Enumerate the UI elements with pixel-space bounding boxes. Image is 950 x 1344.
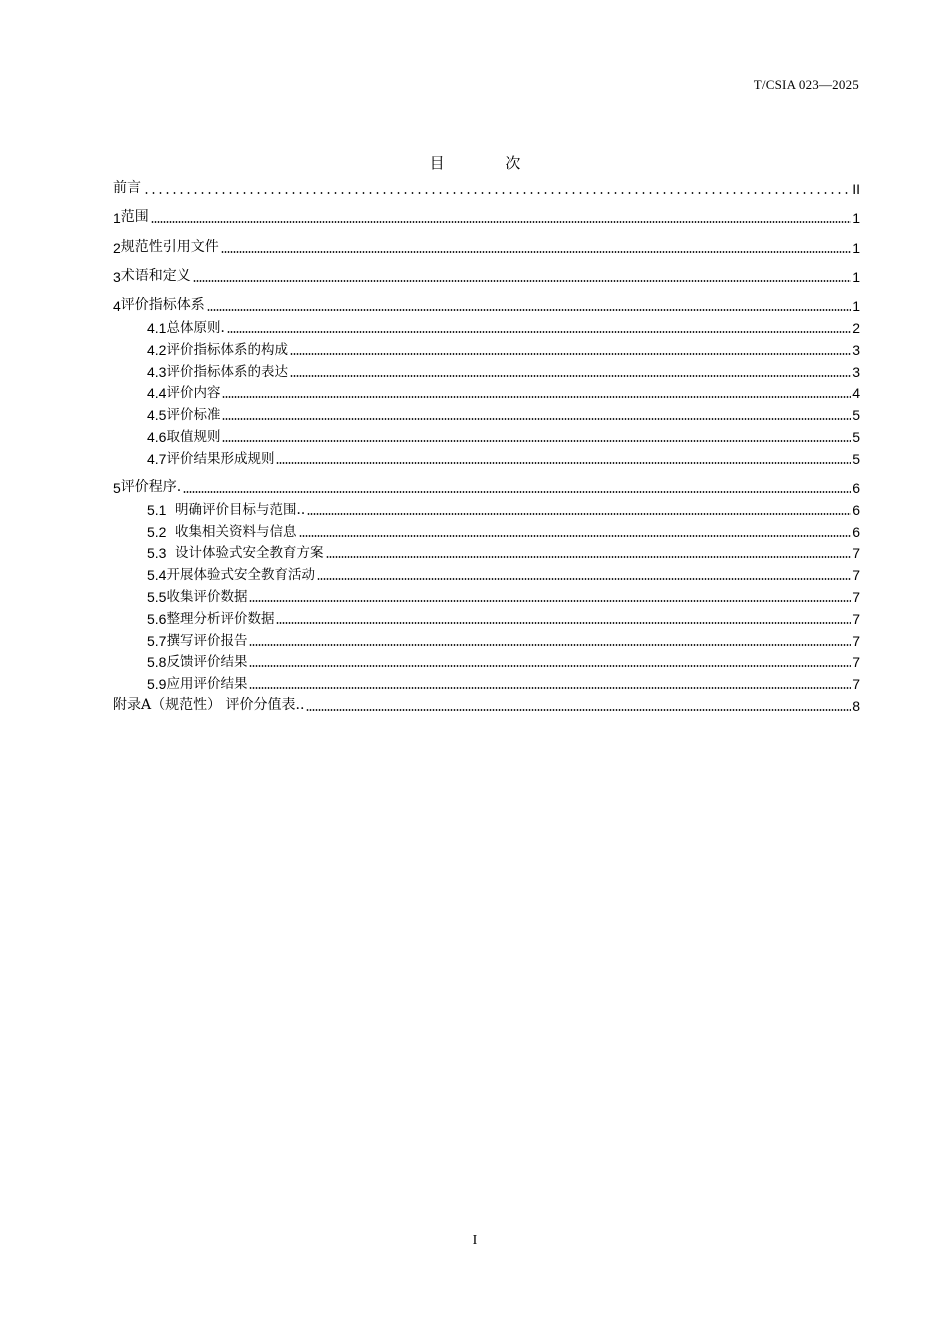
standard-number: T/CSIA 023—2025 [753, 77, 859, 92]
dot-leader [207, 309, 851, 311]
toc-entry-number: 5.2 [147, 523, 167, 540]
toc-entry-text: 收集评价数据 [166, 589, 248, 606]
toc-entry-text: 取值规则 [166, 428, 221, 445]
dot-leader [193, 280, 851, 282]
toc-entry-4-3[interactable] [113, 358, 860, 380]
toc-entry-3[interactable] [113, 256, 860, 285]
dot-leader [306, 709, 851, 711]
toc-entry-appendix-a[interactable] [113, 692, 860, 714]
dot-leader [222, 418, 851, 420]
toc-entry-page: 5 [852, 450, 860, 467]
toc-entry-5-1[interactable] [113, 496, 860, 518]
dot-leader [143, 192, 851, 194]
dot-leader [276, 462, 851, 464]
toc-entry-page: 7 [852, 654, 860, 671]
toc-entry-number: 4.1 [147, 319, 167, 336]
toc-entry-text: 整理分析评价数据 [166, 610, 275, 627]
dot-leader [299, 535, 852, 537]
dot-leader [249, 644, 851, 646]
toc-entry-page: 1 [852, 268, 860, 285]
toc-entry-text: 评价指标体系的表达 [166, 363, 288, 380]
toc-entry-page: 1 [852, 298, 860, 315]
toc-entry-text: 评价标准 [166, 407, 221, 424]
toc-entry-text: 评价结果形成规则 [166, 450, 275, 467]
toc-entry-number: 5.4 [147, 567, 167, 584]
toc-entry-5[interactable] [113, 467, 860, 496]
toc-entry-page: 7 [852, 632, 860, 649]
toc-entry-page: 7 [852, 545, 860, 562]
dot-leader [290, 353, 851, 355]
toc-entry-foreword[interactable] [113, 178, 860, 197]
toc-entry-number: 5.3 [147, 545, 167, 562]
dot-leader [249, 687, 851, 689]
toc-entry-5-3[interactable] [113, 540, 860, 562]
toc-entry-page: II [852, 181, 860, 197]
toc-entry-text: 范围 [120, 209, 149, 226]
toc-entry-page: 7 [852, 676, 860, 693]
toc-entry-text: 撰写评价报告 [166, 632, 248, 649]
toc-entry-number: 5.1 [147, 501, 167, 518]
dot-leader [317, 578, 851, 580]
toc-entry-number: 1 [113, 210, 121, 227]
table-of-contents [113, 178, 860, 714]
page-number: I [472, 1233, 478, 1248]
toc-entry-page: 6 [852, 523, 860, 540]
toc-entry-page: 5 [852, 428, 860, 445]
dot-leader [290, 375, 851, 377]
toc-entry-page: 1 [852, 239, 860, 256]
toc-entry-4-1[interactable] [113, 314, 860, 336]
toc-entry-text: 附录A（规范性） 评价分值表.. [113, 697, 305, 714]
toc-entry-4-7[interactable] [113, 445, 860, 467]
toc-entry-5-7[interactable] [113, 627, 860, 649]
toc-title: 目 次 [429, 154, 549, 172]
toc-entry-text: 术语和定义 [120, 267, 191, 284]
toc-entry-4[interactable] [113, 285, 860, 314]
toc-entry-4-5[interactable] [113, 401, 860, 423]
toc-entry-page: 5 [852, 407, 860, 424]
toc-entry-5-5[interactable] [113, 583, 860, 605]
toc-entry-page: 7 [852, 589, 860, 606]
toc-entry-page: 3 [852, 341, 860, 358]
toc-entry-5-6[interactable] [113, 605, 860, 627]
toc-entry-text: 规范性引用文件 [120, 238, 219, 255]
dot-leader [249, 600, 851, 602]
toc-entry-text: 评价内容 [166, 385, 221, 402]
dot-leader [151, 221, 851, 223]
toc-entry-page: 8 [852, 698, 860, 715]
toc-entry-5-2[interactable] [113, 518, 860, 540]
toc-entry-text: 评价程序. [120, 479, 182, 496]
toc-entry-number: 4.2 [147, 341, 167, 358]
toc-entry-text: 明确评价目标与范围.. [166, 501, 306, 518]
toc-entry-4-4[interactable] [113, 380, 860, 402]
toc-entry-page: 7 [852, 610, 860, 627]
toc-entry-text: 评价指标体系 [120, 297, 205, 314]
toc-entry-page: 6 [852, 480, 860, 497]
dot-leader [249, 665, 851, 667]
toc-entry-4-6[interactable] [113, 423, 860, 445]
toc-entry-number: 4.6 [147, 428, 167, 445]
toc-entry-page: 6 [852, 501, 860, 518]
toc-entry-number: 4.7 [147, 450, 167, 467]
dot-leader [221, 251, 851, 253]
dot-leader [183, 491, 851, 493]
toc-entry-text: 收集相关资料与信息 [166, 523, 297, 540]
toc-entry-number: 4.5 [147, 407, 167, 424]
toc-entry-number: 5.7 [147, 632, 167, 649]
toc-entry-5-4[interactable] [113, 561, 860, 583]
toc-entry-text: 开展体验式安全教育活动 [166, 567, 315, 584]
dot-leader [307, 513, 851, 515]
toc-entry-number: 2 [113, 239, 121, 256]
toc-entry-page: 4 [852, 385, 860, 402]
toc-entry-number: 5.5 [147, 589, 167, 606]
toc-entry-text: 应用评价结果 [166, 676, 248, 693]
toc-entry-text: 反馈评价结果 [166, 654, 248, 671]
toc-entry-page: 1 [852, 210, 860, 227]
toc-entry-page: 7 [852, 567, 860, 584]
dot-leader [222, 440, 851, 442]
toc-entry-2[interactable] [113, 226, 860, 255]
toc-entry-5-9[interactable] [113, 670, 860, 692]
toc-entry-number: 5.6 [147, 610, 167, 627]
toc-entry-text: 设计体验式安全教育方案 [166, 545, 324, 562]
toc-entry-number: 4.3 [147, 363, 167, 380]
toc-entry-number: 4 [113, 298, 121, 315]
dot-leader [227, 331, 851, 333]
toc-entry-page: 2 [852, 319, 860, 336]
toc-entry-number: 5.9 [147, 676, 167, 693]
dot-leader [222, 396, 851, 398]
dot-leader [326, 556, 852, 558]
toc-entry-text: 前言 [113, 180, 141, 196]
toc-entry-number: 5.8 [147, 654, 167, 671]
toc-entry-1[interactable] [113, 197, 860, 226]
dot-leader [276, 622, 851, 624]
toc-entry-number: 4.4 [147, 385, 167, 402]
toc-entry-page: 3 [852, 363, 860, 380]
toc-entry-text: 评价指标体系的构成 [166, 341, 288, 358]
toc-entry-number: 5 [113, 480, 121, 497]
toc-entry-4-2[interactable] [113, 336, 860, 358]
toc-entry-text: 总体原则. [166, 319, 225, 336]
toc-entry-number: 3 [113, 268, 121, 285]
toc-entry-5-8[interactable] [113, 649, 860, 671]
